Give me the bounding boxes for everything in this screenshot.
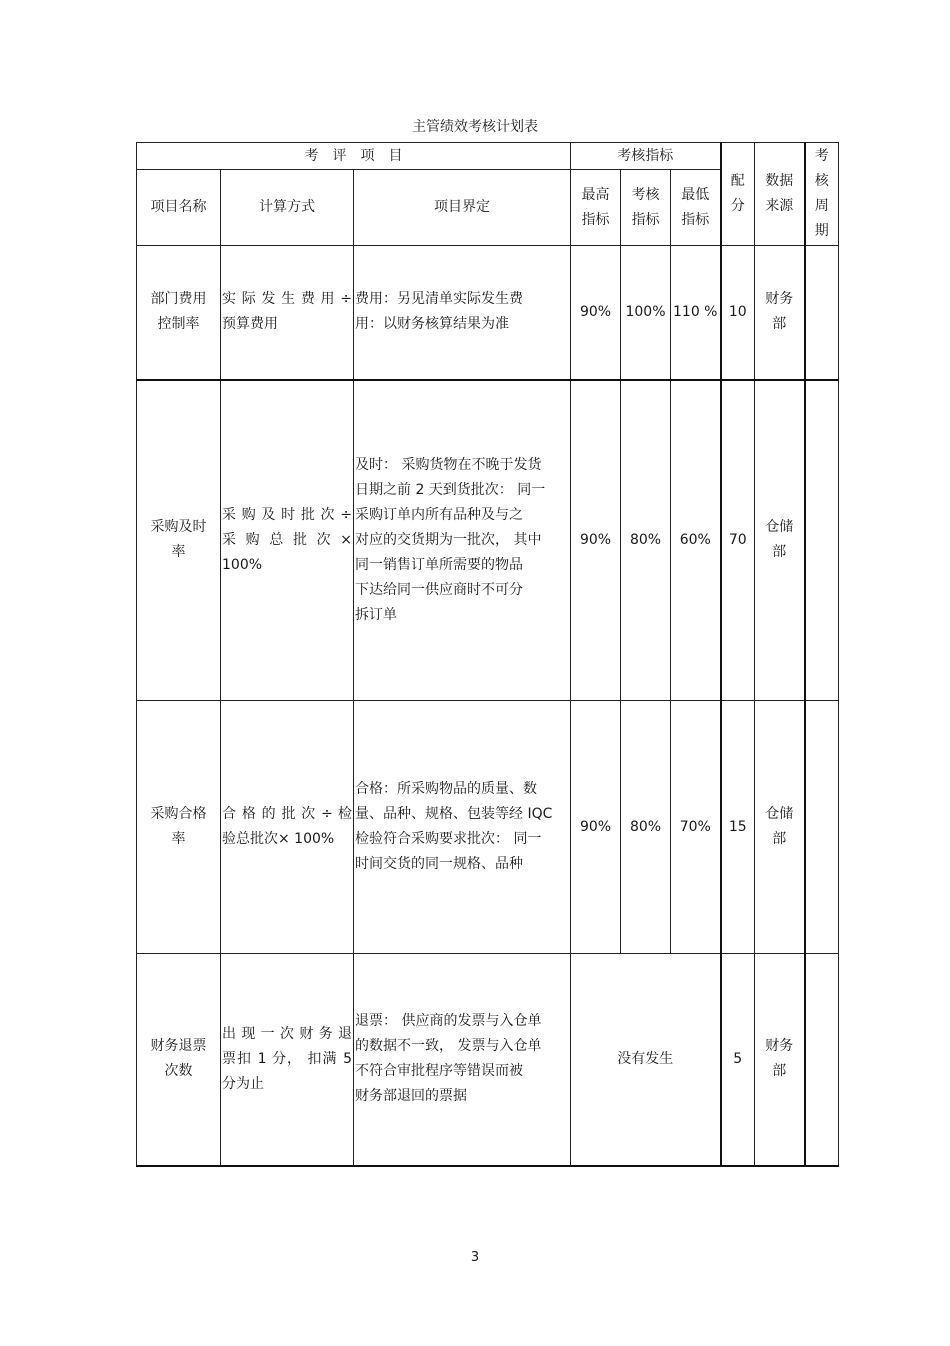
header-max: 最高 指标 xyxy=(571,170,621,246)
item-target: 80% xyxy=(621,380,671,701)
header-definition: 项目界定 xyxy=(354,170,571,246)
item-definition: 及时： 采购货物在不晚于发货 日期之前 2 天到货批次： 同一 采购订单内所有品种及与之 对应的交货期为一批次， 其中 同一销售订单所需要的物品 下达给同一供应商时不可分 拆订单 xyxy=(354,380,571,701)
header-score: 配 分 xyxy=(721,143,755,246)
item-score: 10 xyxy=(721,246,755,380)
item-min: 110 % xyxy=(671,246,721,380)
page-title: 主管绩效考核计划表 xyxy=(412,119,538,135)
item-cycle xyxy=(805,380,839,701)
performance-table xyxy=(136,142,839,1167)
item-name: 部门费用 控制率 xyxy=(137,246,221,380)
item-source: 仓储 部 xyxy=(755,701,805,954)
page-number: 3 xyxy=(470,1250,480,1265)
item-method: 合 格 的 批 次 ÷ 检 验总批次× 100% xyxy=(221,701,354,954)
item-source: 仓储 部 xyxy=(755,380,805,701)
item-min: 70% xyxy=(671,701,721,954)
item-max: 90% xyxy=(571,701,621,954)
header-target: 考核 指标 xyxy=(621,170,671,246)
item-score: 15 xyxy=(721,701,755,954)
item-cycle xyxy=(805,954,839,1166)
item-name: 采购合格 率 xyxy=(137,701,221,954)
item-cycle xyxy=(805,701,839,954)
item-name: 采购及时 率 xyxy=(137,380,221,701)
item-target: 100% xyxy=(621,246,671,380)
table-row xyxy=(137,954,839,1166)
header-cycle: 考 核 周 期 xyxy=(805,143,839,246)
item-definition: 退票： 供应商的发票与入仓单 的数据不一致， 发票与入仓单 不符合审批程序等错误而被 财务部退回的票据 xyxy=(354,954,571,1166)
header-group-items: 考 评 项 目 xyxy=(137,143,571,170)
item-definition: 费用：另见清单实际发生费 用：以财务核算结果为准 xyxy=(354,246,571,380)
header-group-indicators: 考核指标 xyxy=(571,143,721,170)
item-method: 实 际 发 生 费 用 ÷ 预算费用 xyxy=(221,246,354,380)
item-score: 70 xyxy=(721,380,755,701)
header-name: 项目名称 xyxy=(137,170,221,246)
item-cycle xyxy=(805,246,839,380)
item-target: 80% xyxy=(621,701,671,954)
item-max: 90% xyxy=(571,380,621,701)
table-row xyxy=(137,246,839,380)
header-method: 计算方式 xyxy=(221,170,354,246)
item-score: 5 xyxy=(721,954,755,1166)
item-max: 90% xyxy=(571,246,621,380)
item-name: 财务退票 次数 xyxy=(137,954,221,1166)
header-row-group xyxy=(137,143,839,170)
item-source: 财务 部 xyxy=(755,246,805,380)
table-row xyxy=(137,380,839,701)
item-method: 出 现 一 次 财 务 退 票扣 1 分， 扣满 5 分为止 xyxy=(221,954,354,1166)
item-method: 采 购 及 时 批 次 ÷ 采 购 总 批 次 × 100% xyxy=(221,380,354,701)
item-indicators-merged: 没有发生 xyxy=(571,954,721,1166)
item-min: 60% xyxy=(671,380,721,701)
header-min: 最低 指标 xyxy=(671,170,721,246)
item-definition: 合格：所采购物品的质量、数 量、品种、规格、包装等经 IQC 检验符合采购要求批次： 同一 时间交货的同一规格、品种 xyxy=(354,701,571,954)
item-source: 财务 部 xyxy=(755,954,805,1166)
table-row xyxy=(137,701,839,954)
header-source: 数据 来源 xyxy=(755,143,805,246)
